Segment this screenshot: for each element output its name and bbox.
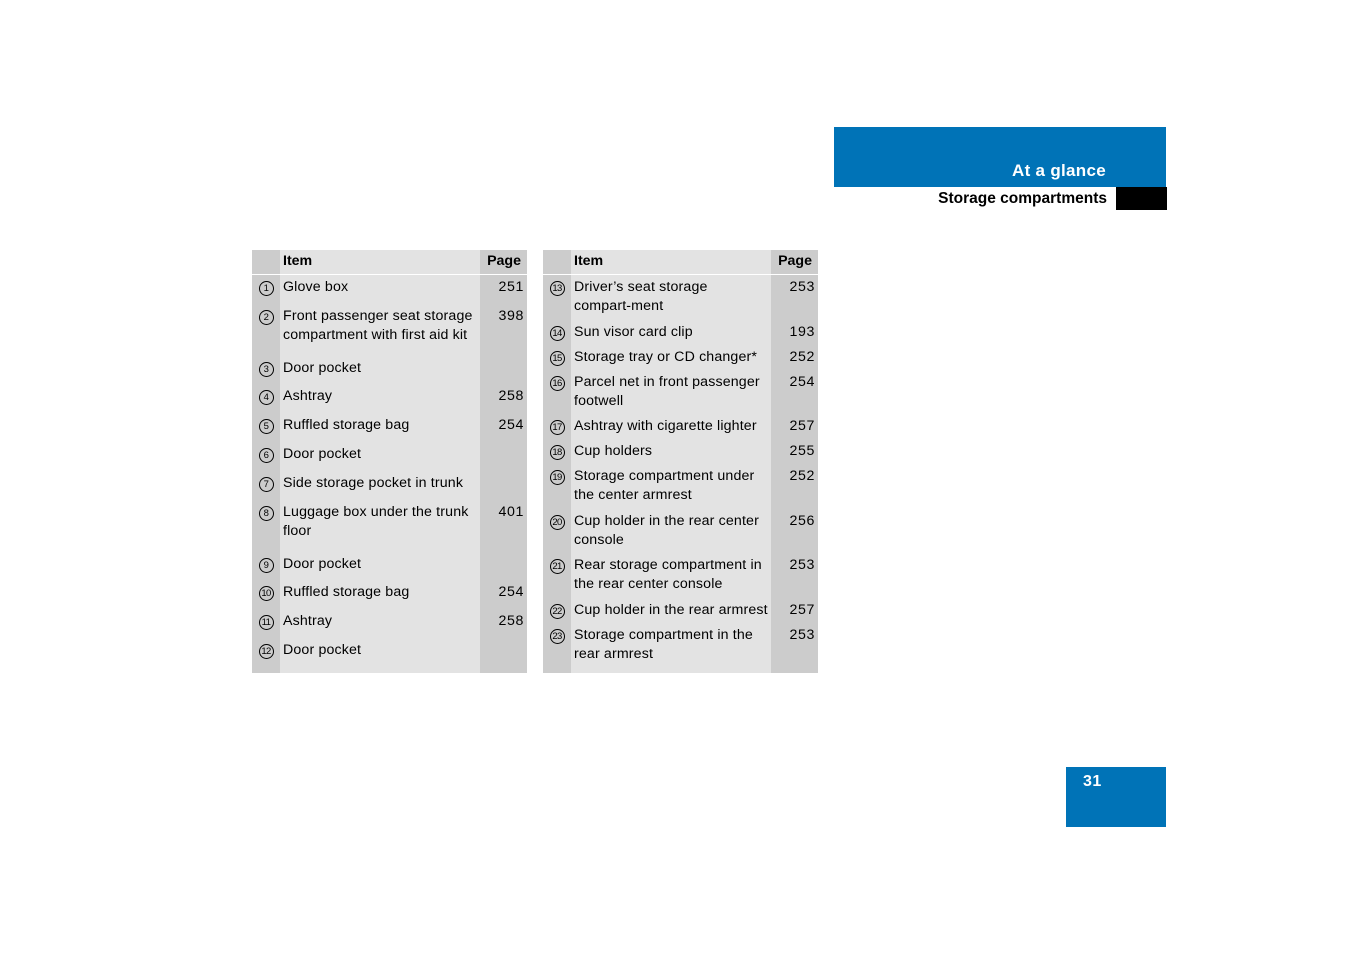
item-name: Ruffled storage bag	[283, 417, 410, 434]
item-number-badge: 12	[259, 644, 274, 659]
page-reference: 253	[771, 623, 818, 668]
item-name: Door pocket	[283, 555, 362, 572]
row-number-cell	[543, 509, 571, 554]
row-number-cell	[252, 500, 280, 552]
item-number-badge: 16	[550, 376, 565, 391]
storage-table-right	[543, 250, 818, 673]
item-name: Cup holder in the rear center console	[574, 512, 759, 548]
page-reference: 252	[771, 345, 818, 370]
page-reference: 256	[771, 509, 818, 554]
col-header-number	[543, 250, 571, 275]
item-number-badge: 22	[550, 604, 565, 619]
table-row	[543, 275, 818, 320]
page-reference: 258	[480, 384, 527, 413]
filler-cell	[771, 668, 818, 673]
row-number-cell	[252, 580, 280, 609]
item-name: Parcel net in front passenger footwell	[574, 373, 760, 409]
page-reference	[480, 356, 527, 385]
section-marker-tab	[1116, 187, 1167, 210]
item-number-badge: 3	[259, 362, 274, 377]
page-reference	[480, 471, 527, 500]
item-name: Luggage box under the trunk floor	[283, 503, 469, 539]
item-name: Door pocket	[283, 446, 362, 463]
item-number-badge: 13	[550, 281, 565, 296]
row-number-cell	[252, 275, 280, 304]
row-number-cell	[543, 414, 571, 439]
table-header-row	[543, 250, 818, 275]
item-name: Door pocket	[283, 642, 362, 659]
item-number-badge: 7	[259, 477, 274, 492]
table-row	[543, 598, 818, 623]
table-row	[543, 414, 818, 439]
table-row	[252, 356, 527, 385]
page-reference: 193	[771, 320, 818, 345]
item-name: Cup holders	[574, 443, 653, 460]
item-number-badge: 10	[259, 586, 274, 601]
item-name: Storage compartment under the center armrest	[574, 468, 755, 504]
row-number-cell	[252, 413, 280, 442]
table-row	[543, 370, 818, 415]
table-row	[252, 580, 527, 609]
table-filler-row	[543, 668, 818, 673]
table-row	[252, 442, 527, 471]
row-number-cell	[252, 442, 280, 471]
item-name: Ashtray	[283, 613, 333, 630]
row-number-cell	[543, 464, 571, 509]
item-number-badge: 21	[550, 559, 565, 574]
item-number-badge: 20	[550, 515, 565, 530]
item-name: Rear storage compartment in the rear center console	[574, 557, 762, 593]
item-name: Storage tray or CD changer*	[574, 348, 758, 365]
table-row	[252, 609, 527, 638]
filler-cell	[543, 668, 571, 673]
item-number-badge: 8	[259, 506, 274, 521]
page-reference: 255	[771, 439, 818, 464]
table-body-right	[543, 275, 818, 674]
item-number-badge: 14	[550, 326, 565, 341]
page-reference: 257	[771, 414, 818, 439]
item-number-badge: 9	[259, 558, 274, 573]
item-number-badge: 19	[550, 470, 565, 485]
table-row	[543, 439, 818, 464]
page-reference	[480, 552, 527, 581]
item-name: Ruffled storage bag	[283, 584, 410, 601]
item-number-badge: 5	[259, 419, 274, 434]
page-reference	[480, 638, 527, 667]
row-number-cell	[543, 598, 571, 623]
row-number-cell	[543, 553, 571, 598]
table-row	[252, 471, 527, 500]
page-reference: 254	[480, 413, 527, 442]
table-body-left	[252, 275, 527, 674]
item-name: Cup holder in the rear armrest	[574, 602, 768, 619]
col-header-item: Item	[571, 250, 771, 275]
table-filler-row	[252, 667, 527, 673]
item-number-badge: 1	[259, 281, 274, 296]
item-name: Driver’s seat storage compart-ment	[574, 279, 708, 314]
table-row	[252, 500, 527, 552]
page-number-block	[1066, 767, 1166, 827]
item-name: Front passenger seat storage compartment with first aid kit	[283, 307, 473, 343]
row-number-cell	[252, 638, 280, 667]
table-row	[543, 553, 818, 598]
page-number: 31	[1083, 773, 1102, 790]
page-reference: 258	[480, 609, 527, 638]
col-header-page: Page	[771, 250, 818, 275]
chapter-header-block	[834, 127, 1166, 187]
page-reference: 257	[771, 598, 818, 623]
table-row	[252, 552, 527, 581]
page-reference: 252	[771, 464, 818, 509]
item-name: Ashtray with cigarette lighter	[574, 418, 757, 435]
storage-table-left	[252, 250, 527, 673]
filler-cell	[571, 668, 771, 673]
table-row	[252, 275, 527, 304]
table-row	[543, 623, 818, 668]
table-row	[543, 345, 818, 370]
table-row	[543, 509, 818, 554]
item-name: Side storage pocket in trunk	[283, 475, 464, 491]
item-number-badge: 2	[259, 310, 274, 325]
section-title: Storage compartments	[938, 190, 1107, 207]
chapter-title: At a glance	[1012, 161, 1106, 180]
item-name: Storage compartment in the rear armrest	[574, 627, 753, 663]
item-name: Glove box	[283, 279, 349, 295]
item-number-badge: 17	[550, 420, 565, 435]
col-header-page: Page	[480, 250, 527, 275]
row-number-cell	[252, 304, 280, 356]
table-row	[252, 413, 527, 442]
row-number-cell	[543, 439, 571, 464]
page-reference: 254	[480, 580, 527, 609]
row-number-cell	[252, 471, 280, 500]
row-number-cell	[543, 320, 571, 345]
page-reference: 398	[480, 304, 527, 356]
row-number-cell	[252, 384, 280, 413]
item-number-badge: 23	[550, 629, 565, 644]
page-reference	[480, 442, 527, 471]
page-reference: 254	[771, 370, 818, 415]
item-number-badge: 6	[259, 448, 274, 463]
filler-cell	[252, 667, 280, 673]
row-number-cell	[252, 356, 280, 385]
row-number-cell	[252, 552, 280, 581]
item-number-badge: 15	[550, 351, 565, 366]
page-reference: 401	[480, 500, 527, 552]
col-header-number	[252, 250, 280, 275]
table-row	[543, 320, 818, 345]
table-row	[252, 638, 527, 667]
item-number-badge: 18	[550, 445, 565, 460]
row-number-cell	[543, 623, 571, 668]
row-number-cell	[252, 609, 280, 638]
item-number-badge: 11	[259, 615, 274, 630]
item-name: Door pocket	[283, 359, 362, 376]
row-number-cell	[543, 345, 571, 370]
filler-cell	[280, 667, 480, 673]
filler-cell	[480, 667, 527, 673]
item-name: Ashtray	[283, 388, 333, 405]
page-reference: 253	[771, 553, 818, 598]
col-header-item: Item	[280, 250, 480, 275]
page-reference: 253	[771, 275, 818, 320]
row-number-cell	[543, 275, 571, 320]
row-number-cell	[543, 370, 571, 415]
table-header-row	[252, 250, 527, 275]
table-row	[252, 304, 527, 356]
table-row	[543, 464, 818, 509]
item-number-badge: 4	[259, 390, 274, 405]
page-reference: 251	[480, 275, 527, 304]
table-row	[252, 384, 527, 413]
item-name: Sun visor card clip	[574, 323, 693, 340]
